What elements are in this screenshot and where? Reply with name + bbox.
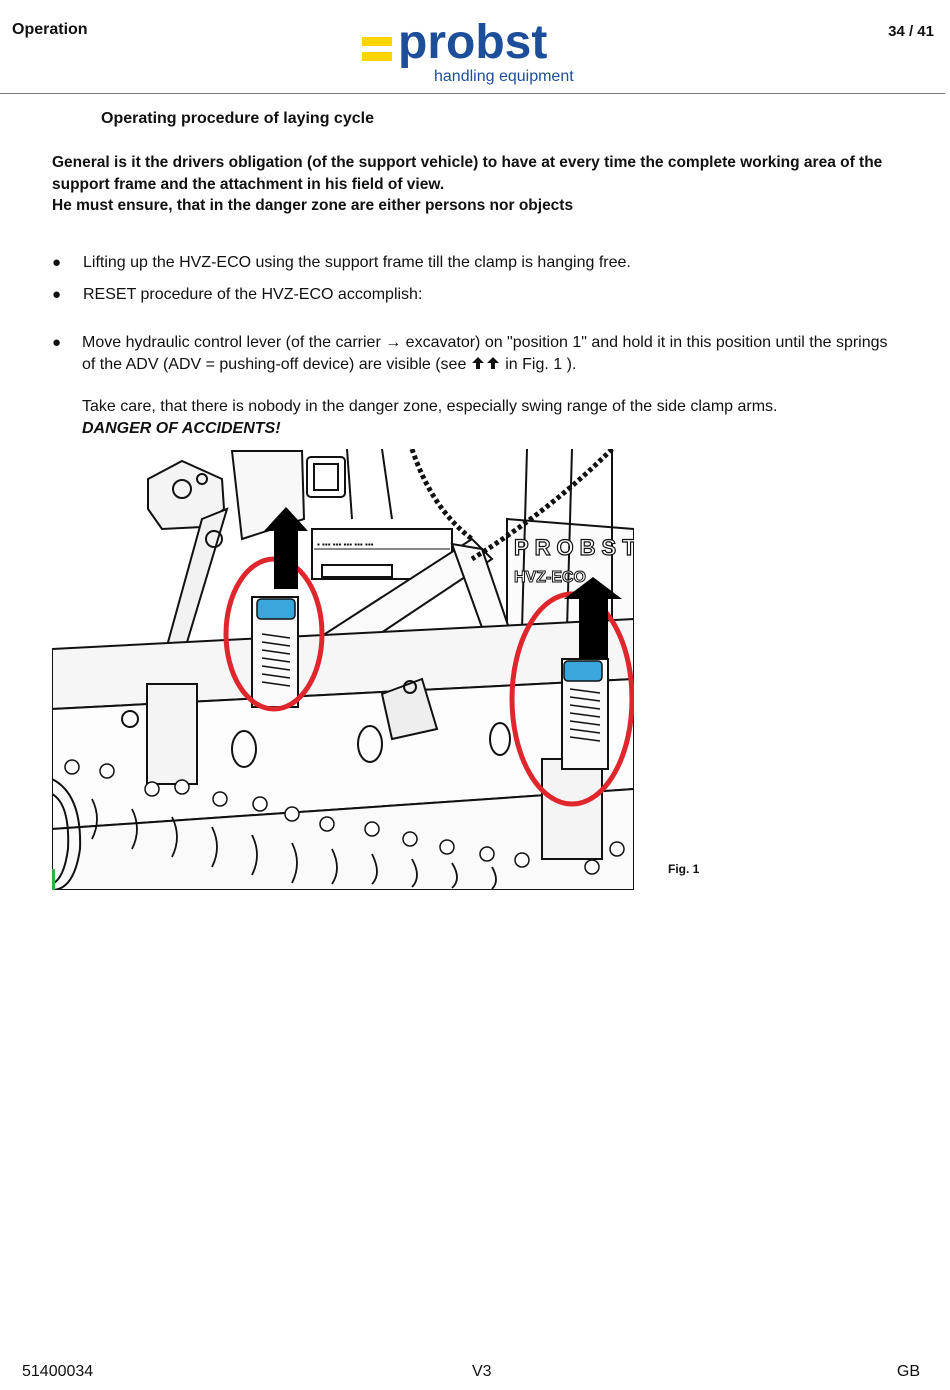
- note-text: Take care, that there is nobody in the danger zone, especially swing range of the side clamp arms.: [82, 398, 778, 415]
- spring-cap-left: [257, 599, 295, 619]
- machine-brand-label: PROBST: [514, 535, 634, 560]
- language-code: GB: [896, 1363, 920, 1380]
- bullet-text: Lifting up the HVZ-ECO using the support frame till the clamp is hanging free.: [83, 254, 631, 271]
- bullet-icon: ●: [52, 254, 62, 271]
- danger-warning: DANGER OF ACCIDENTS!: [82, 419, 281, 437]
- bullet-text: RESET procedure of the HVZ-ECO accomplish:: [83, 286, 423, 303]
- logo-bar-icon: [362, 52, 392, 61]
- machine-illustration: [52, 449, 634, 890]
- logo-tagline: handling equipment: [434, 68, 574, 85]
- up-arrows-icon: [471, 356, 501, 370]
- intro-paragraph: [52, 152, 912, 217]
- spring-cap-right: [564, 661, 602, 681]
- section-title: Operation: [12, 21, 88, 38]
- doc-number: 51400034: [22, 1363, 94, 1380]
- bullet-icon: ●: [52, 286, 62, 303]
- logo-bar-icon: [362, 37, 392, 46]
- intro-line: General is it the drivers obligation (of the support vehicle) to have at every time the complete working area of the support frame and the attachment in his field of view.: [52, 154, 883, 193]
- bullet-text: Move hydraulic control lever (of the carrier → excavator) on "position 1" and hold it in this position until the springs of the ADV (ADV = pushing-off device) are visible (see in Fig. 1 ).: [82, 334, 888, 373]
- header-divider: [0, 93, 945, 94]
- warning-note: [82, 396, 882, 439]
- probst-logo: [360, 16, 590, 87]
- figure-caption: Fig. 1: [668, 862, 700, 876]
- version: V3: [472, 1363, 492, 1380]
- page-number: 34 / 41: [888, 23, 934, 40]
- bullet-icon: ●: [52, 334, 62, 351]
- machine-model-label: HVZ-ECO: [514, 569, 586, 586]
- figure-1-image: [52, 449, 634, 890]
- procedure-title: Operating procedure of laying cycle: [101, 110, 374, 127]
- logo-wordmark: probst: [398, 16, 548, 69]
- intro-line: He must ensure, that in the danger zone are either persons nor objects: [52, 197, 574, 214]
- svg-text:▪ ▪▪▪ ▪▪▪ ▪▪▪ ▪▪▪ ▪▪▪: ▪ ▪▪▪ ▪▪▪ ▪▪▪ ▪▪▪ ▪▪▪: [317, 540, 374, 549]
